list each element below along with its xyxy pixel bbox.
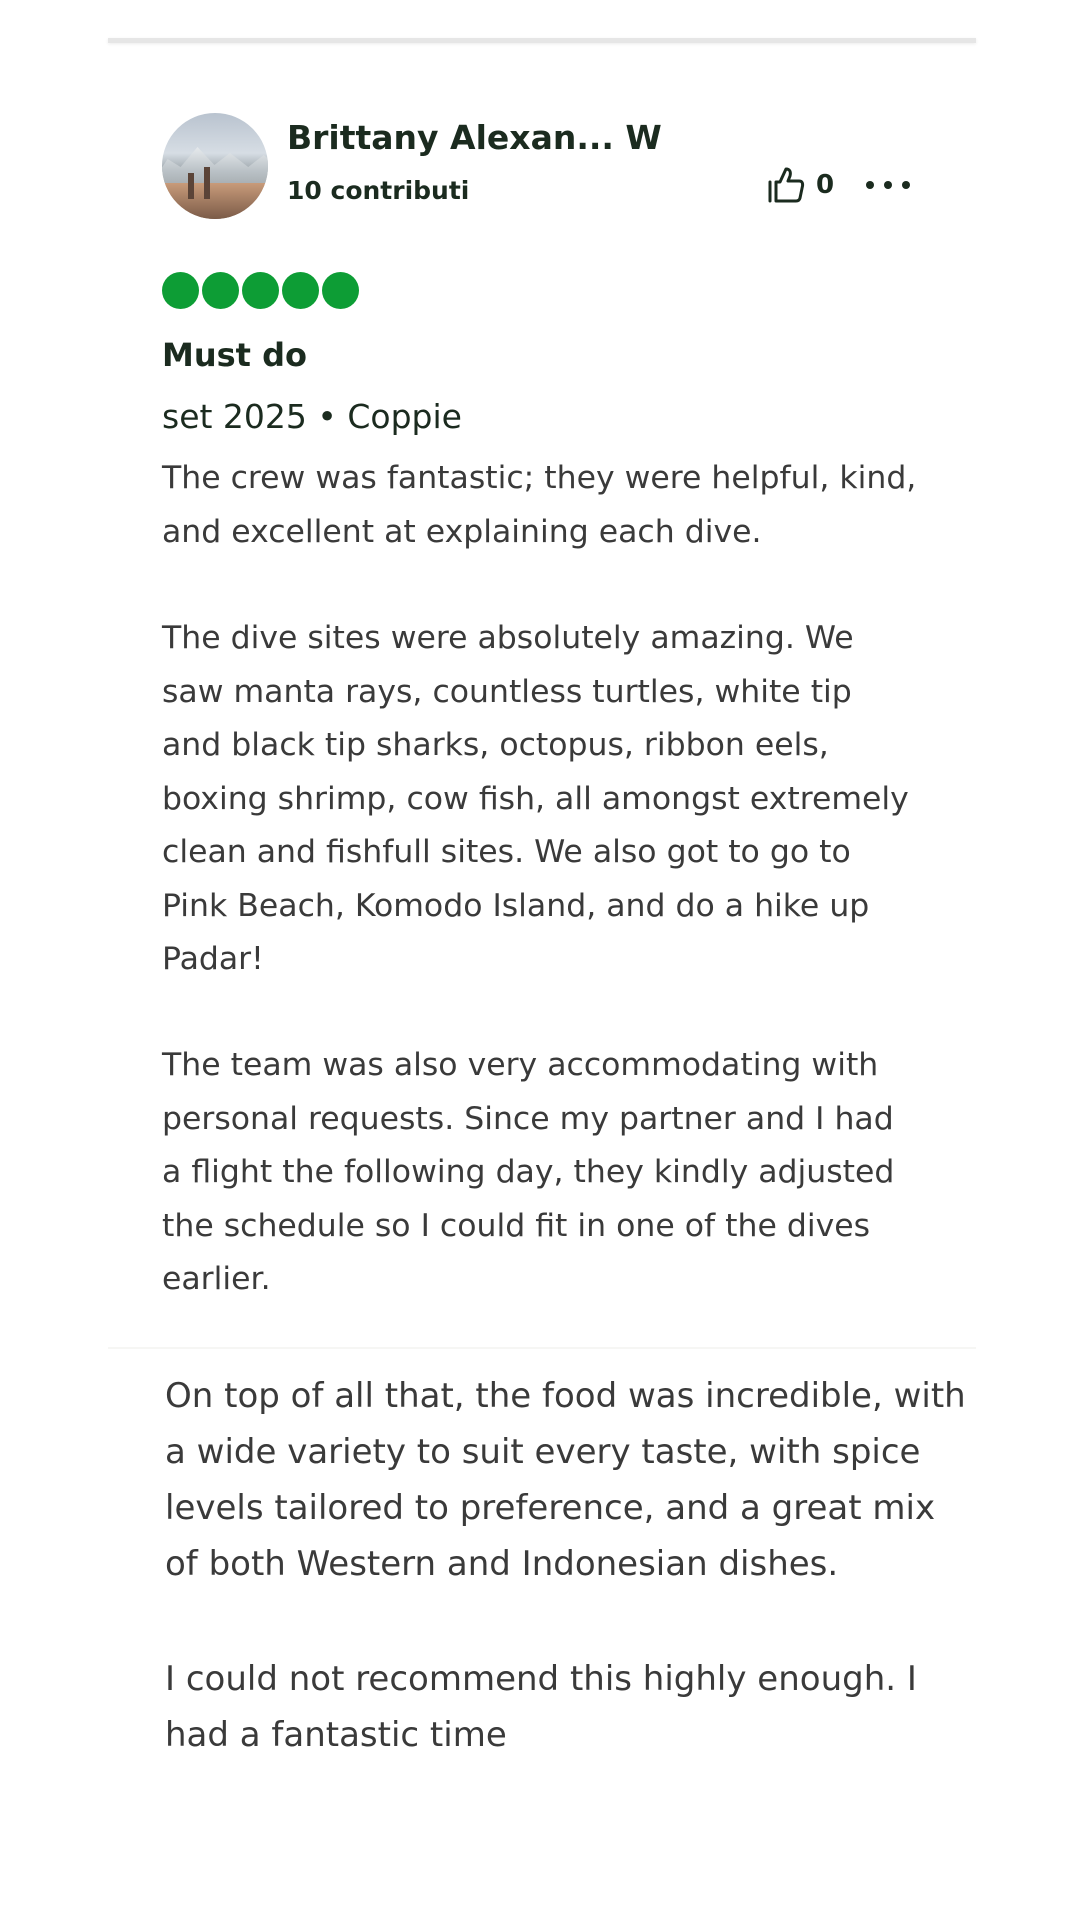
screenshot-seam	[108, 1347, 976, 1349]
review-paragraph: I could not recommend this highly enough. I had a fantastic time	[165, 1659, 917, 1755]
dot	[884, 181, 892, 189]
helpful-vote-count: 0	[816, 170, 835, 200]
user-contributions: 10 contributi	[287, 176, 470, 205]
user-name[interactable]: Brittany Alexan... W	[287, 118, 662, 157]
rating-bubble-filled	[162, 272, 199, 309]
thumbs-up-icon	[766, 165, 806, 205]
rating-bubble-filled	[242, 272, 279, 309]
review-meta: set 2025 • Coppie	[162, 397, 462, 436]
helpful-vote-button[interactable]	[766, 162, 834, 208]
rating-bubbles	[162, 272, 359, 309]
avatar-spire	[188, 173, 194, 199]
avatar-town	[162, 183, 268, 219]
dot	[902, 181, 910, 189]
avatar-mountains	[162, 143, 268, 183]
avatar[interactable]	[162, 113, 268, 219]
review-title: Must do	[162, 336, 307, 374]
review-paragraph: On top of all that, the food was incredible, with a wide variety to suit every taste, with spice levels tailored to preference, and a great mix of both Western and Indonesian dishes.	[165, 1376, 966, 1584]
review-paragraph: The team was also very accommodating with personal requests. Since my partner and I had a flight the following day, they kindly adjusted the schedule so I could fit in one of the dives earlier.	[162, 1047, 895, 1297]
rating-bubble-filled	[282, 272, 319, 309]
rating-bubble-filled	[202, 272, 239, 309]
review-paragraph: The crew was fantastic; they were helpful, kind, and excellent at explaining each dive.	[162, 460, 917, 550]
top-divider	[108, 38, 976, 43]
rating-bubble-filled	[322, 272, 359, 309]
avatar-spire	[204, 167, 210, 199]
more-options-icon[interactable]	[866, 170, 910, 200]
review-paragraph: The dive sites were absolutely amazing. We saw manta rays, countless turtles, white tip and black tip sharks, octopus, ribbon eels, boxing shrimp, cow fish, all amongst extremely clean and fishfull sites. We also got to go to Pink Beach, Komodo Island, and do a hike up Padar!	[162, 620, 909, 977]
dot	[866, 181, 874, 189]
